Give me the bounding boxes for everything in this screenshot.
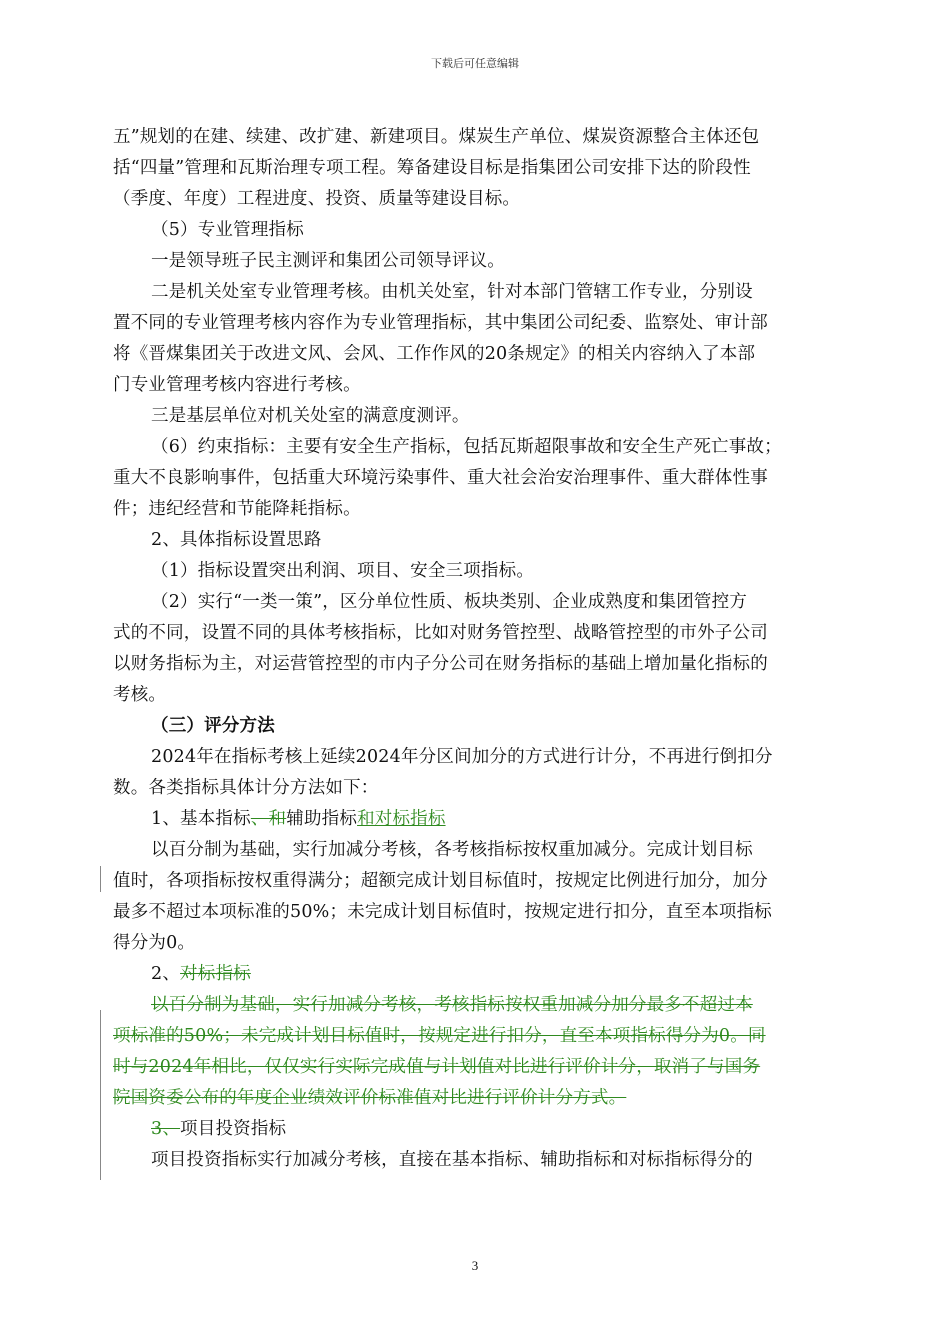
change-bar-top <box>100 866 101 892</box>
paragraph-line: 数。各类指标具体计分方法如下： <box>113 778 379 798</box>
paragraph-line: 重大不良影响事件，包括重大环境污染事件、重大社会治安治理事件、重大群体性事 <box>113 468 768 488</box>
paragraph-line: 考核。 <box>113 685 167 705</box>
document-body <box>113 122 839 1176</box>
tracked-heading <box>113 959 839 990</box>
paragraph-line: 二是机关处室专业管理考核。由机关处室，针对本部门管辖工作专业，分别设 <box>151 282 753 302</box>
paragraph-line: 最多不超过本项标准的50%；未完成计划目标值时，按规定进行扣分，直至本项指标 <box>113 902 772 922</box>
paragraph-line: 置不同的专业管理考核内容作为专业管理指标，其中集团公司纪委、监察处、审计部 <box>113 313 768 333</box>
deleted-text: 、和 <box>250 809 287 829</box>
paragraph-line: 2024年在指标考核上延续2024年分区间加分的方式进行计分，不再进行倒扣分 <box>151 747 773 767</box>
paragraph-line: 五”规划的在建、续建、改扩建、新建项目。煤炭生产单位、煤炭资源整合主体还包 <box>113 127 760 147</box>
paragraph-line: 将《晋煤集团关于改进文风、会风、工作作风的20条规定》的相关内容纳入了本部 <box>113 344 756 364</box>
paragraph-line: 以财务指标为主，对运营管控型的市内子分公司在财务指标的基础上增加量化指标的 <box>113 654 768 674</box>
deleted-line: 时与2024年相比，仅仅实行实际完成值与计划值对比进行评价计分，取消了与国务 <box>113 1057 761 1077</box>
inserted-text: 和对标指标 <box>357 809 446 829</box>
paragraph-line: 得分为0。 <box>113 933 196 953</box>
paragraph-line: 件；违纪经营和节能降耗指标。 <box>113 499 361 519</box>
section-title: （三）评分方法 <box>151 716 275 736</box>
paragraph-line: （季度、年度）工程进度、投资、质量等建设目标。 <box>113 189 521 209</box>
paragraph-line: 三是基层单位对机关处室的满意度测评。 <box>151 406 470 426</box>
page-header: 下载后可任意编辑 <box>431 57 519 70</box>
paragraph-line: （1）指标设置突出利润、项目、安全三项指标。 <box>151 561 535 581</box>
tracked-heading <box>113 1114 839 1145</box>
paragraph-line: 门专业管理考核内容进行考核。 <box>113 375 361 395</box>
paragraph-line: 一是领导班子民主测评和集团公司领导评议。 <box>151 251 505 271</box>
heading-text: 1、基本指标 <box>151 809 251 829</box>
heading-text: 辅助指标 <box>286 809 358 829</box>
paragraph-line: 项目投资指标实行加减分考核，直接在基本指标、辅助指标和对标指标得分的 <box>151 1150 753 1170</box>
deleted-line: 以百分制为基础，实行加减分考核，考核指标按权重加减分加分最多不超过本 <box>151 995 753 1015</box>
heading-text: 2、 <box>151 964 181 984</box>
paragraph-line: （6）约束指标：主要有安全生产指标，包括瓦斯超限事故和安全生产死亡事故； <box>151 437 782 457</box>
paragraph-line: （2）实行“一类一策”，区分单位性质、板块类别、企业成熟度和集团管控方 <box>151 592 748 612</box>
deleted-line: 院国资委公布的年度企业绩效评价标准值对比进行评价计分方式。 <box>113 1088 627 1108</box>
paragraph-line: 以百分制为基础，实行加减分考核，各考核指标按权重加减分。完成计划目标 <box>151 840 753 860</box>
paragraph-line: 括“四量”管理和瓦斯治理专项工程。筹备建设目标是指集团公司安排下达的阶段性 <box>113 158 751 178</box>
deleted-line: 项标准的50%；未完成计划目标值时，按规定进行扣分，直至本项指标得分为0。同 <box>113 1026 766 1046</box>
tracked-heading <box>113 804 839 835</box>
heading-text: 项目投资指标 <box>180 1119 287 1139</box>
paragraph-line: 式的不同，设置不同的具体考核指标，比如对财务管控型、战略管控型的市外子公司 <box>113 623 768 643</box>
page-number: 3 <box>471 1258 479 1273</box>
change-bar-bottom <box>100 1010 101 1180</box>
section-heading: （5）专业管理指标 <box>151 220 304 240</box>
deleted-text: 对标指标 <box>180 964 251 984</box>
paragraph-line: 值时，各项指标按权重得满分；超额完成计划目标值时，按规定比例进行加分，加分 <box>113 871 768 891</box>
section-heading: 2、具体指标设置思路 <box>151 530 322 550</box>
deleted-text: 3、 <box>151 1119 181 1139</box>
